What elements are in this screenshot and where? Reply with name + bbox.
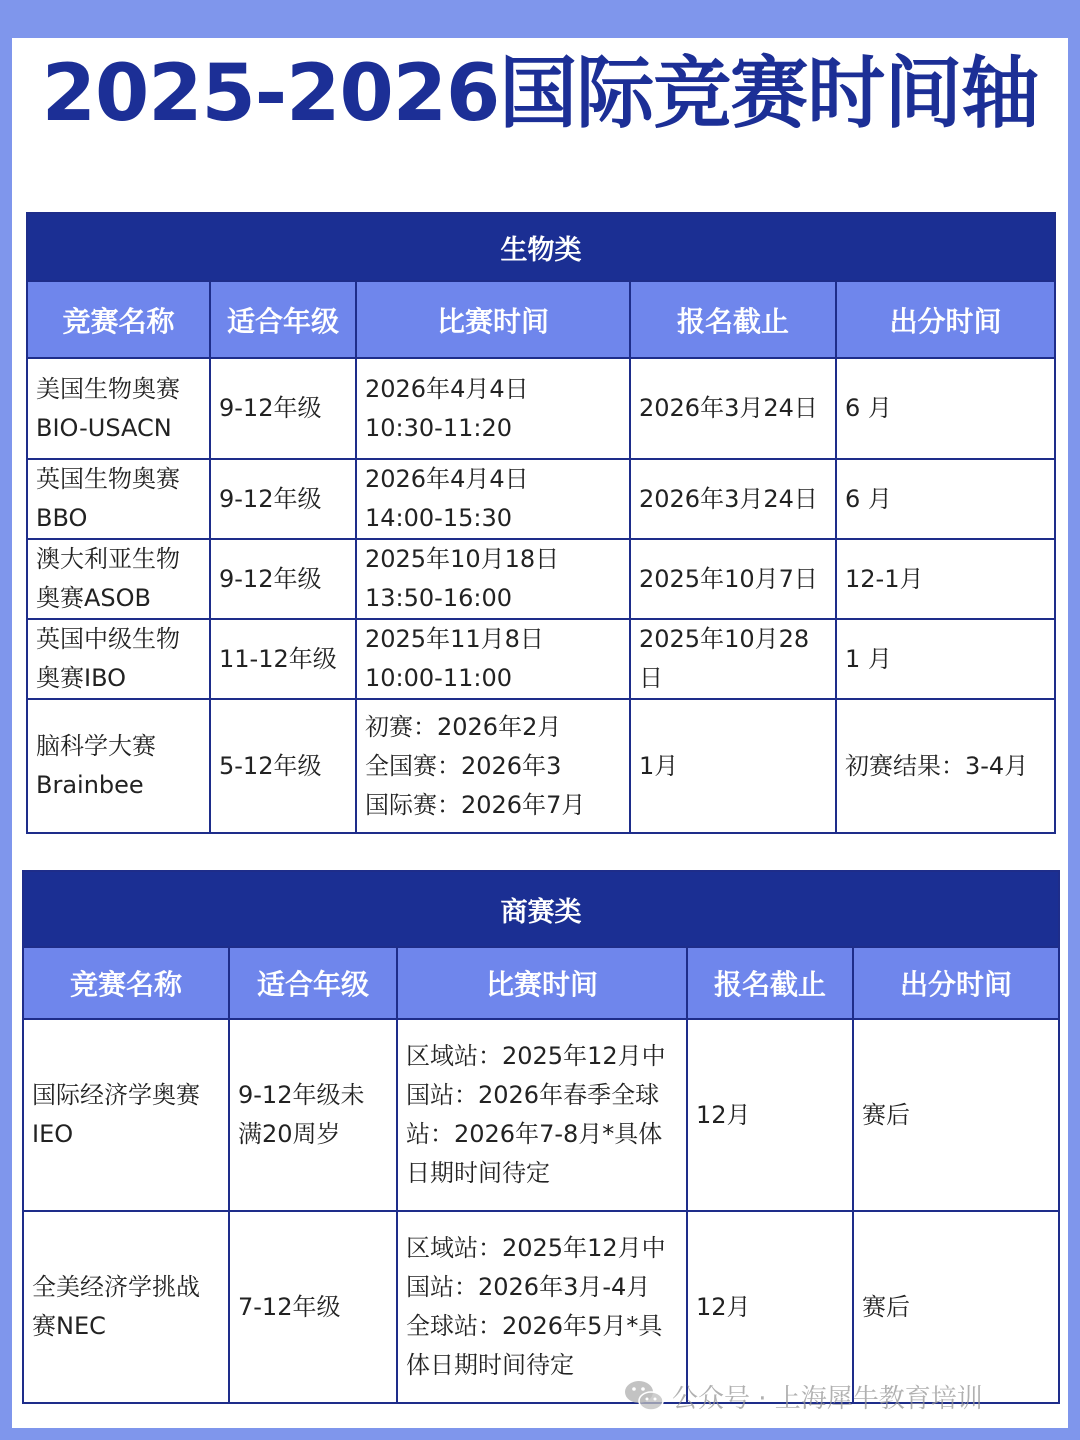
column-header: 出分时间 [836, 281, 1055, 358]
competition-time: 初赛：2026年2月 全国赛：2026年3 国际赛：2026年7月 [356, 699, 630, 833]
column-header: 竞赛名称 [27, 281, 210, 358]
grade-level: 9-12年级未 满20周岁 [229, 1019, 397, 1211]
column-header: 报名截止 [630, 281, 836, 358]
column-header: 适合年级 [210, 281, 356, 358]
competition-time: 2025年11月8日 10:00-11:00 [356, 619, 630, 699]
column-header: 比赛时间 [397, 947, 687, 1019]
registration-deadline: 2026年3月24日 [630, 459, 836, 539]
grade-level: 9-12年级 [210, 459, 356, 539]
grade-level: 9-12年级 [210, 358, 356, 459]
competition-name: 英国中级生物 奥赛IBO [27, 619, 210, 699]
result-time: 1 月 [836, 619, 1055, 699]
competition-time: 2026年4月4日 10:30-11:20 [356, 358, 630, 459]
table-row [27, 358, 1055, 459]
column-header: 竞赛名称 [23, 947, 229, 1019]
registration-deadline: 12月 [687, 1019, 853, 1211]
registration-deadline: 1月 [630, 699, 836, 833]
competition-time: 2025年10月18日 13:50-16:00 [356, 539, 630, 619]
page-title: 2025-2026国际竞赛时间轴 [41, 49, 1039, 139]
competition-name: 英国生物奥赛 BBO [27, 459, 210, 539]
table-row [27, 619, 1055, 699]
column-header: 出分时间 [853, 947, 1059, 1019]
grade-level: 5-12年级 [210, 699, 356, 833]
watermark [622, 1374, 983, 1418]
competition-time: 2026年4月4日 14:00-15:30 [356, 459, 630, 539]
competition-time: 区域站：2025年12月中 国站：2026年春季全球 站：2026年7-8月*具体 日期时间待定 [397, 1019, 687, 1211]
watermark-text: 公众号 · 上海犀牛教育培训 [672, 1383, 983, 1414]
registration-deadline: 2025年10月28 日 [630, 619, 836, 699]
table-row [27, 459, 1055, 539]
registration-deadline: 2026年3月24日 [630, 358, 836, 459]
biology-table [26, 212, 1056, 834]
registration-deadline: 12月 [687, 1211, 853, 1403]
column-header: 比赛时间 [356, 281, 630, 358]
grade-level: 9-12年级 [210, 539, 356, 619]
competition-name: 全美经济学挑战 赛NEC [23, 1211, 229, 1403]
result-time: 12-1月 [836, 539, 1055, 619]
competition-name: 澳大利亚生物 奥赛ASOB [27, 539, 210, 619]
table-row [27, 699, 1055, 833]
result-time: 赛后 [853, 1211, 1059, 1403]
result-time: 初赛结果：3-4月 [836, 699, 1055, 833]
competition-name: 美国生物奥赛 BIO-USACN [27, 358, 210, 459]
result-time: 6 月 [836, 459, 1055, 539]
column-header: 适合年级 [229, 947, 397, 1019]
registration-deadline: 2025年10月7日 [630, 539, 836, 619]
grade-level: 11-12年级 [210, 619, 356, 699]
business-table [22, 870, 1060, 1404]
competition-name: 脑科学大赛 Brainbee [27, 699, 210, 833]
grade-level: 7-12年级 [229, 1211, 397, 1403]
competition-name: 国际经济学奥赛 IEO [23, 1019, 229, 1211]
result-time: 6 月 [836, 358, 1055, 459]
table-row [23, 1019, 1059, 1211]
competition-time: 区域站：2025年12月中 国站：2026年3月-4月 全球站：2026年5月*具 体日期时间待定 [397, 1211, 687, 1403]
section-title: 生物类 [27, 213, 1055, 281]
column-header: 报名截止 [687, 947, 853, 1019]
section-title: 商赛类 [23, 871, 1059, 947]
wechat-icon [622, 1376, 666, 1416]
table-row [27, 539, 1055, 619]
result-time: 赛后 [853, 1019, 1059, 1211]
